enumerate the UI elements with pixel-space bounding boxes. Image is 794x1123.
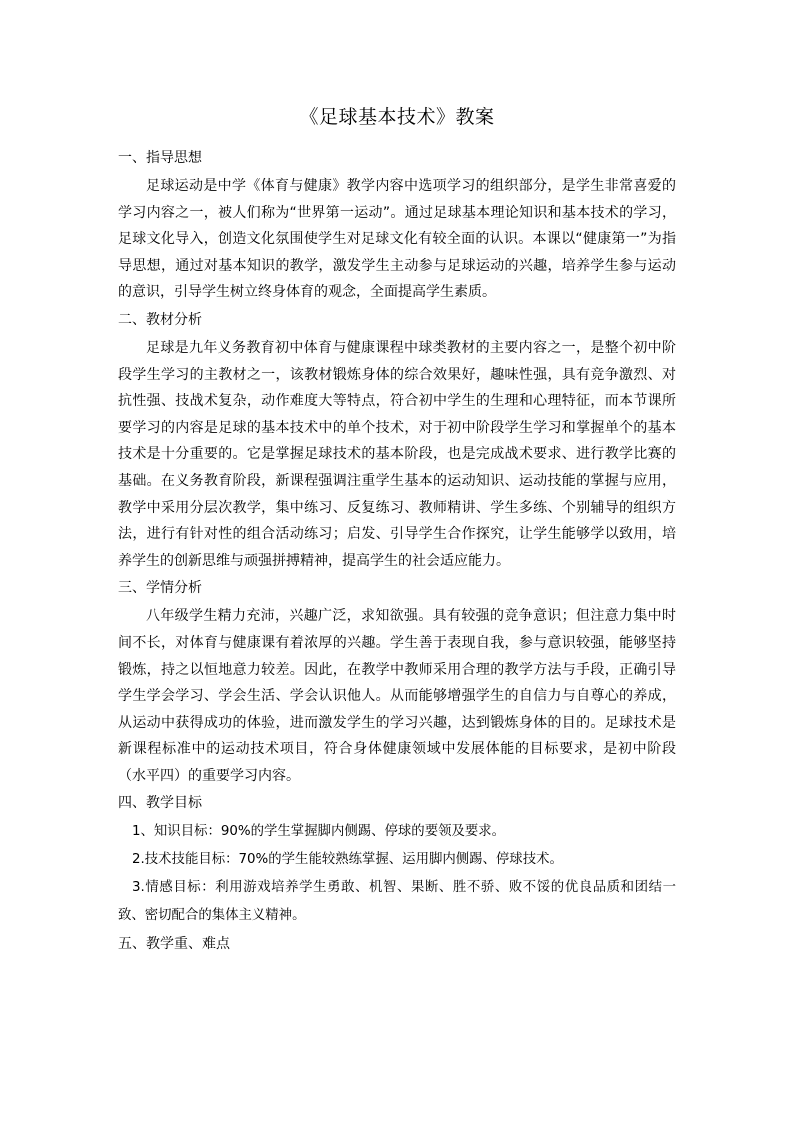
paragraph: 足球是九年义务教育初中体育与健康课程中球类教材的主要内容之一，是整个初中阶段学生学习的主教材之一，该教材锻炼身体的综合效果好，趣味性强，具有竞争激烈、对抗性强、技战术复杂，动作难度大等特点，符合初中学生的生理和心理特征，而本节课所要学习的内容是足球的基本技术中的单个技术，对于初中阶段学生学习和掌握单个的基本技术是十分重要的。它是掌握足球技术的基本阶段，也是完成战术要求、进行教学比赛的基础。在义务教育阶段，新课程强调注重学生基本的运动知识、运动技能的掌握与应用，教学中采用分层次教学，集中练习、反复练习、教师精讲、学生多练、个别辅导的组织方法，进行有针对性的组合活动练习；启发、引导学生合作探究，让学生能够学以致用，培养学生的创新思维与顽强拼搏精神，提高学生的社会适应能力。	[118, 339, 676, 569]
section-guiding-ideology	[118, 146, 676, 306]
document-body	[118, 146, 676, 959]
goal-emotion: 3.情感目标：利用游戏培养学生勇敢、机智、果断、胜不骄、败不馁的优良品质和团结一致、密切配合的集体主义精神。	[118, 880, 676, 924]
paragraph: 八年级学生精力充沛，兴趣广泛，求知欲强。具有较强的竞争意识；但注意力集中时间不长，对体育与健康课有着浓厚的兴趣。学生善于表现自我，参与意识较强，能够坚持锻炼，持之以恒地意力较差。因此，在教学中教师采用合理的教学方法与手段，正确引导学生学会学习、学会生活、学会认识他人。从而能够增强学生的自信力与自尊心的养成，从运动中获得成功的体验，进而激发学生的学习兴趣，达到锻炼身体的目的。足球技术是新课程标准中的运动技术项目，符合身体健康领域中发展体能的目标要求，是初中阶段（水平四）的重要学习内容。	[118, 608, 676, 784]
document-title: 《足球基本技术》教案	[299, 106, 495, 128]
section-student-analysis	[118, 576, 676, 789]
section-heading: 三、学情分析	[118, 580, 202, 597]
goal-skill: 2.技术技能目标：70%的学生能较熟练掌握、运用脚内侧踢、停球技术。	[132, 852, 563, 868]
section-heading: 二、教材分析	[118, 311, 202, 328]
goal-knowledge: 1、知识目标：90%的学生掌握脚内侧踢、停球的要领及要求。	[132, 824, 506, 840]
section-key-points	[118, 932, 676, 956]
section-teaching-goals	[118, 791, 676, 930]
section-material-analysis	[118, 308, 676, 574]
paragraph: 足球运动是中学《体育与健康》教学内容中选项学习的组织部分，是学生非常喜爱的学习内容之一，被人们称为“世界第一运动”。通过足球基本理论知识和基本技术的学习，足球文化导入，创造文化氛围使学生对足球文化有较全面的认识。本课以“健康第一”为指导思想，通过对基本知识的教学，激发学生主动参与足球运动的兴趣，培养学生参与运动的意识，引导学生树立终身体育的观念，全面提高学生素质。	[118, 178, 676, 301]
section-heading: 一、指导思想	[118, 150, 202, 166]
section-heading: 五、教学重、难点	[118, 936, 230, 953]
section-heading: 四、教学目标	[118, 795, 202, 812]
